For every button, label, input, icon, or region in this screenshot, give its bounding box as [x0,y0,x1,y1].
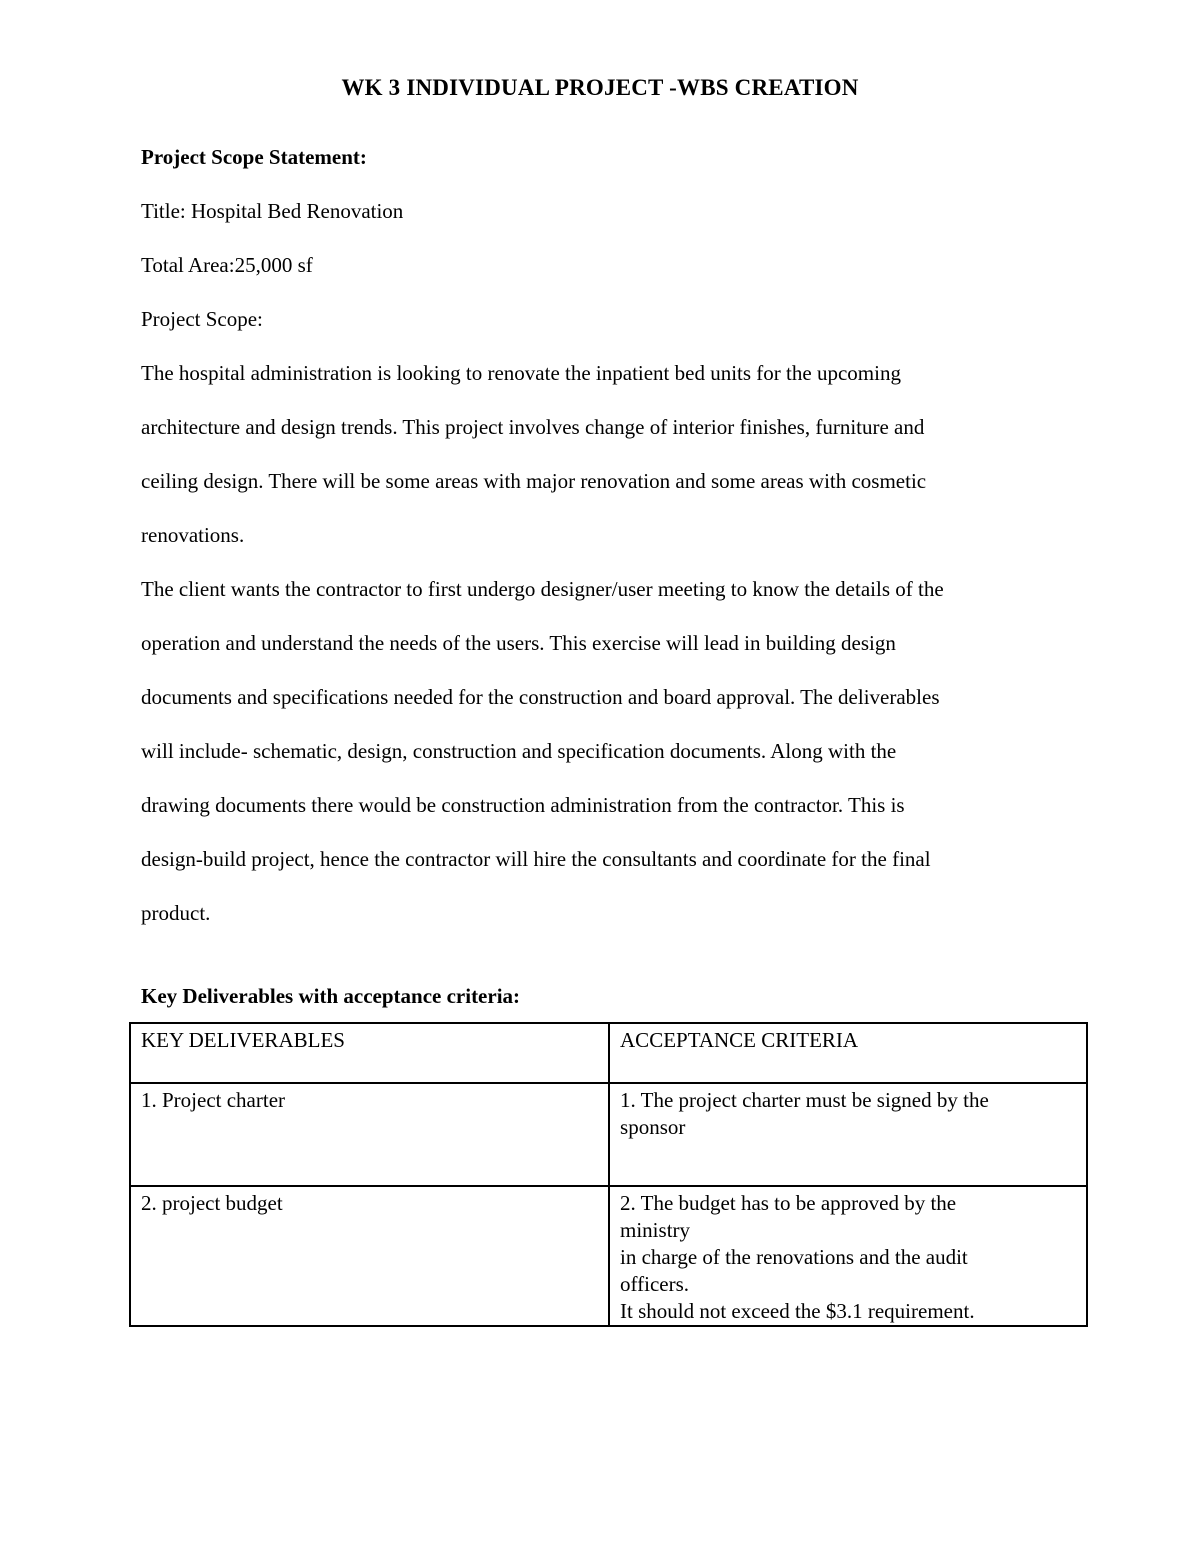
scope-heading: Project Scope Statement: [141,145,367,169]
table-row [130,1083,1087,1186]
paragraph-2-line: The client wants the contractor to first undergo designer/user meeting to know the details of the [141,577,944,601]
paragraph-2-line: product. [141,901,211,925]
paragraph-2-line: design-build project, hence the contractor will hire the consultants and coordinate for the final [141,847,931,871]
criteria-line: 1. The project charter must be signed by the [620,1088,989,1112]
paragraph-2-line: drawing documents there would be construction administration from the contractor. This is [141,793,905,817]
criteria-line: sponsor [620,1115,686,1139]
criteria-cell [609,1083,1087,1186]
criteria-line: in charge of the renovations and the audit [620,1245,968,1269]
criteria-line: It should not exceed the $3.1 requirement. [620,1299,975,1323]
criteria-cell [609,1186,1087,1326]
deliverable-cell: 2. project budget [130,1186,609,1326]
deliverable-cell: 1. Project charter [130,1083,609,1186]
table-header-cell: ACCEPTANCE CRITERIA [609,1023,1087,1083]
table-header-row [130,1023,1087,1083]
table-header-cell: KEY DELIVERABLES [130,1023,609,1083]
paragraph-2-line: documents and specifications needed for the construction and board approval. The deliverables [141,685,940,709]
deliverables-table [129,1022,1088,1327]
project-title-line: Title: Hospital Bed Renovation [141,199,404,223]
paragraph-2-line: operation and understand the needs of the users. This exercise will lead in building design [141,631,896,655]
criteria-line: ministry [620,1218,691,1242]
paragraph-2-line: will include- schematic, design, construction and specification documents. Along with the [141,739,897,763]
deliverables-heading: Key Deliverables with acceptance criteria: [141,984,521,1008]
paragraph-1-line: renovations. [141,523,245,547]
paragraph-1-line: architecture and design trends. This project involves change of interior finishes, furniture and [141,415,925,439]
criteria-line: 2. The budget has to be approved by the [620,1191,957,1215]
table-row [130,1186,1087,1326]
project-scope-label: Project Scope: [141,307,263,331]
paragraph-1-line: The hospital administration is looking to renovate the inpatient bed units for the upcoming [141,361,901,385]
paragraph-1-line: ceiling design. There will be some areas with major renovation and some areas with cosmetic [141,469,927,493]
total-area-line: Total Area:25,000 sf [141,253,313,277]
criteria-line: officers. [620,1272,690,1296]
document-title: WK 3 INDIVIDUAL PROJECT -WBS CREATION [341,75,859,100]
